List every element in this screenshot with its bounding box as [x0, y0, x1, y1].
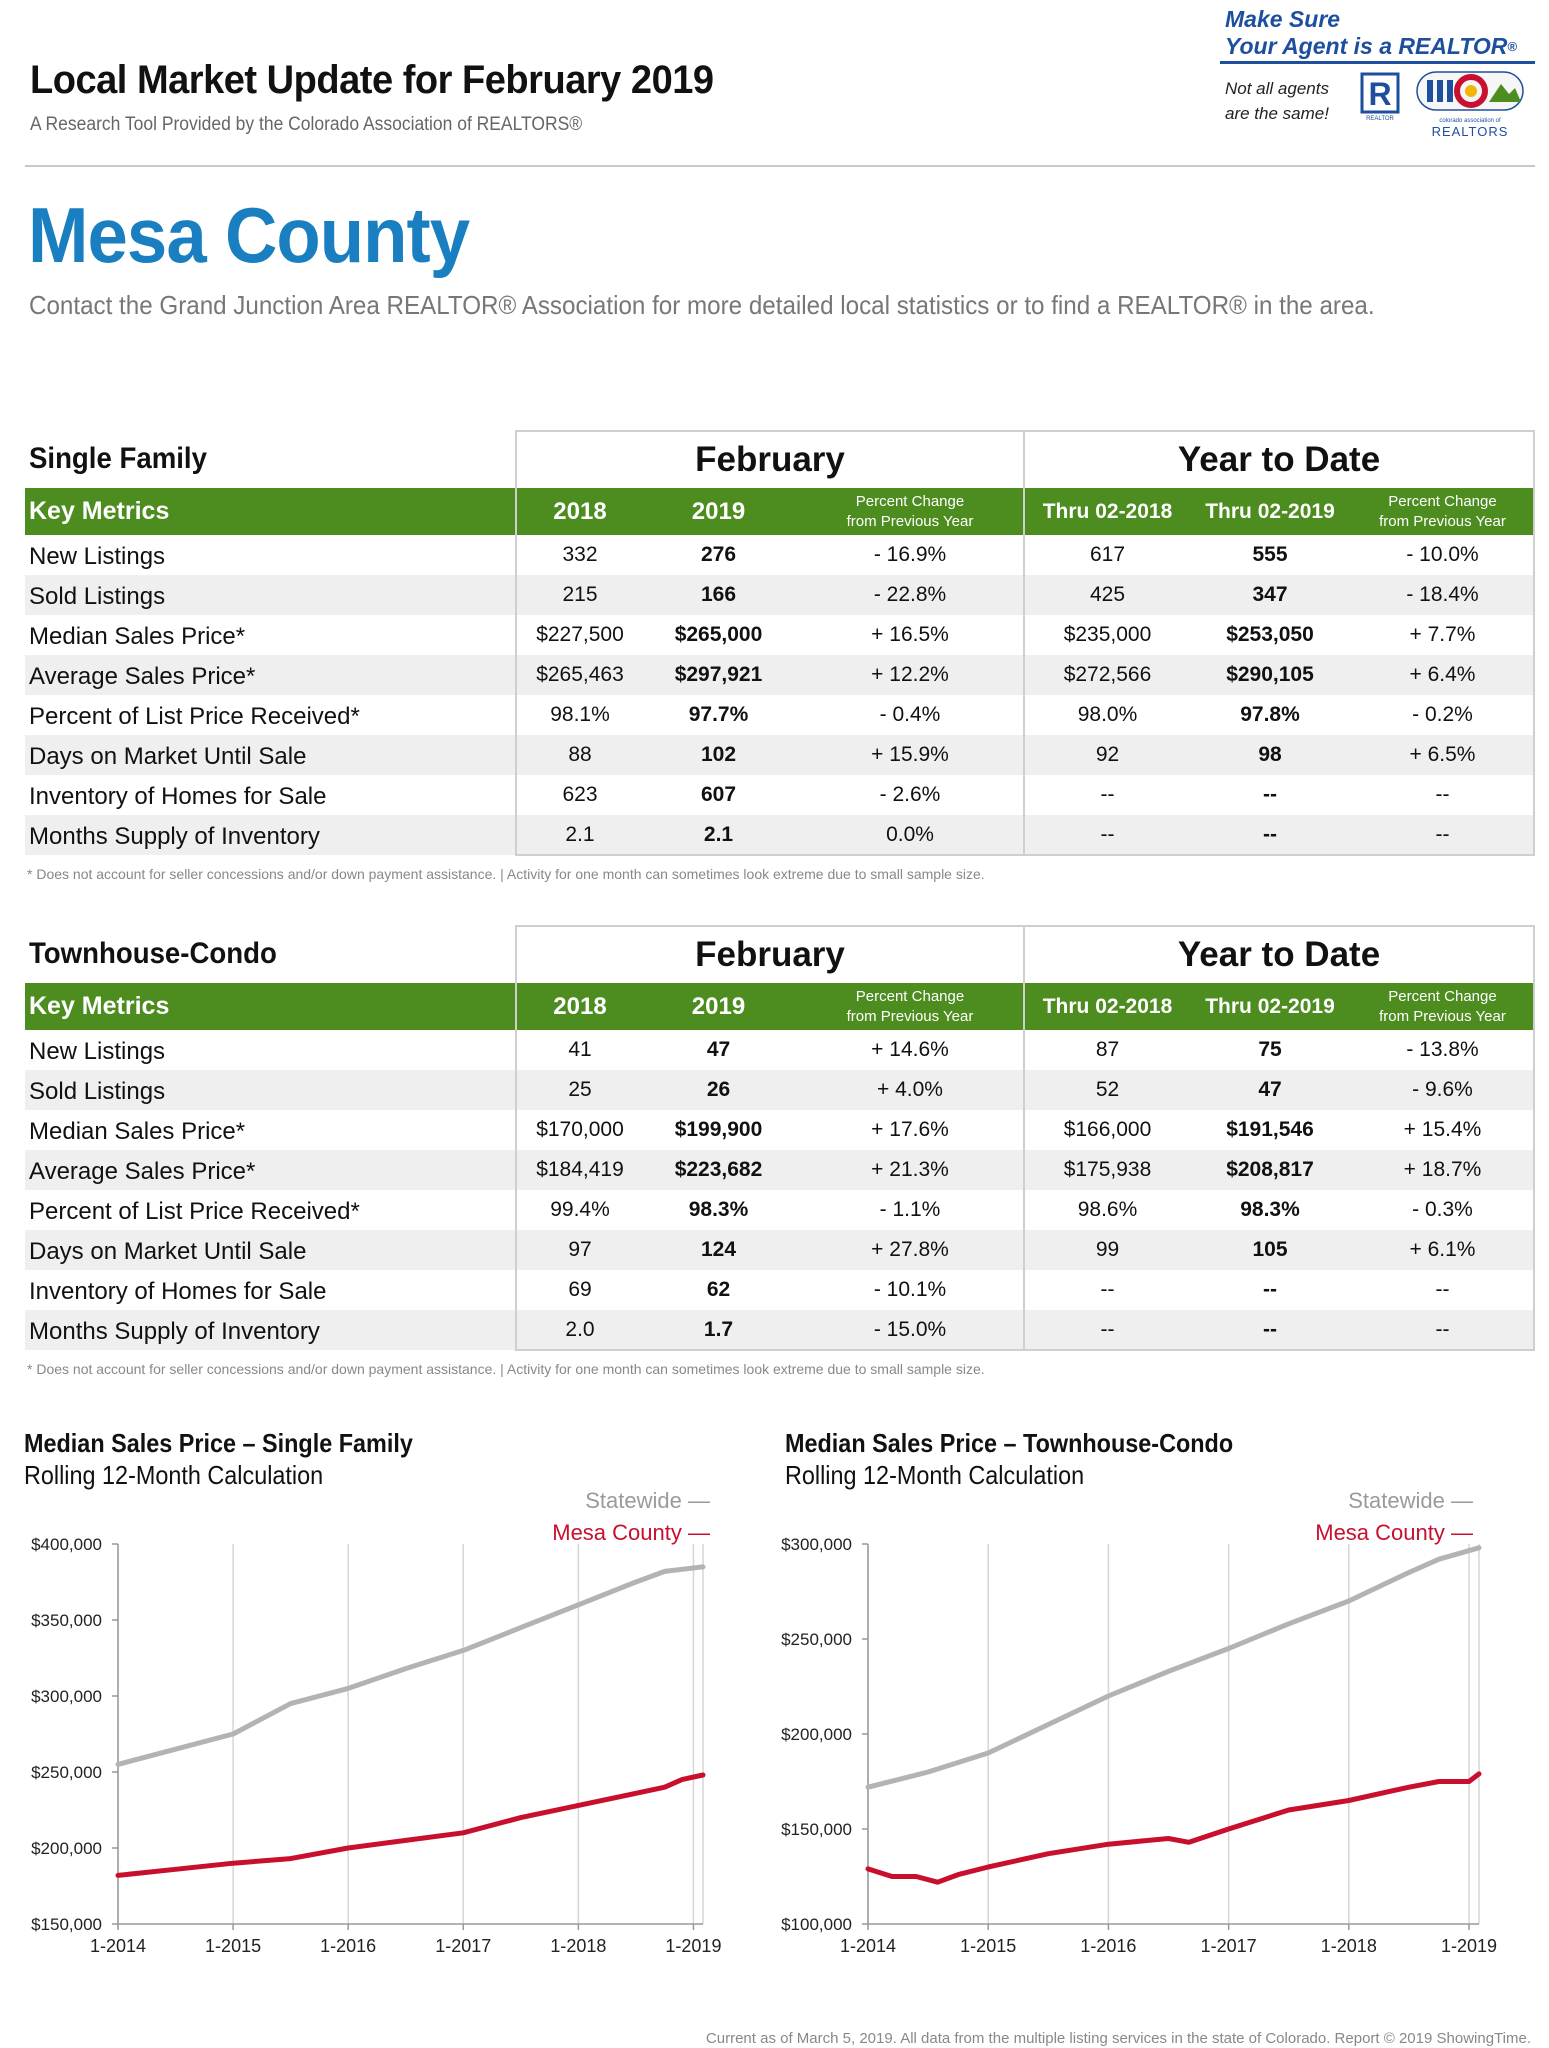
metric-value: - 0.2%: [1412, 703, 1473, 726]
metric-value: 98.3%: [688, 1198, 749, 1221]
y-tick-label: $200,000: [31, 1839, 102, 1858]
metric-value: 99.4%: [550, 1198, 610, 1221]
badge-tagline-2: are the same!: [1225, 104, 1329, 123]
column-header: 2019: [691, 497, 746, 525]
pct-header-line-2: from Previous Year: [1379, 512, 1506, 530]
badge-line-2: [1225, 33, 1517, 60]
x-tick-label: 1-2014: [839, 1936, 897, 1956]
metric-value: 98.0%: [1077, 703, 1138, 726]
table-header-row: [25, 488, 1535, 535]
x-tick-label: 1-2016: [320, 1936, 377, 1956]
metric-label: New Listings: [29, 1038, 166, 1065]
metric-value: + 18.7%: [1403, 1158, 1482, 1181]
series-line-statewide: [868, 1548, 1479, 1787]
group-header-ytd: Year to Date: [1023, 430, 1535, 488]
metric-value: --: [1263, 1278, 1277, 1301]
metric-value: $253,050: [1226, 623, 1314, 646]
metric-value: + 16.5%: [871, 623, 949, 646]
table-row: [25, 1190, 1535, 1230]
table-row: [25, 735, 1535, 775]
column-header: Thru 02-2019: [1205, 499, 1335, 523]
table-row: [25, 655, 1535, 695]
metric-value: $223,682: [674, 1158, 763, 1181]
y-tick-label: $150,000: [781, 1820, 852, 1839]
metric-value: + 21.3%: [871, 1158, 949, 1181]
metric-value: $208,817: [1226, 1158, 1314, 1181]
metric-value: 124: [700, 1238, 737, 1261]
metric-value: --: [1435, 783, 1450, 806]
table-border: [515, 854, 1535, 856]
metric-value: + 4.0%: [877, 1078, 943, 1101]
metric-value: - 9.6%: [1412, 1078, 1473, 1101]
metric-value: 166: [700, 583, 737, 606]
metric-value: $199,900: [674, 1118, 763, 1141]
badge-tagline-1: Not all agents: [1225, 79, 1329, 98]
median-price-townhouse-chart: [760, 1530, 1549, 1980]
key-metrics-header: Key Metrics: [29, 992, 170, 1020]
legend-statewide-swatch: —: [1451, 1488, 1473, 1513]
table-row: [25, 1310, 1535, 1350]
table-border: [1023, 430, 1025, 855]
y-tick-label: $200,000: [781, 1725, 852, 1744]
metric-value: - 0.4%: [879, 703, 941, 726]
metric-value: + 14.6%: [871, 1038, 949, 1061]
percent-change-header: [795, 983, 1025, 1030]
y-tick-label: $400,000: [31, 1535, 102, 1554]
metric-value: 2.0: [565, 1318, 595, 1341]
metric-label: New Listings: [29, 543, 166, 570]
chart-subtitle-single-family: Rolling 12-Month Calculation: [24, 1460, 324, 1490]
metric-value: 97: [568, 1238, 592, 1261]
report-title: Local Market Update for February 2019: [30, 58, 714, 102]
badge-tagline: [1225, 76, 1329, 126]
badge-line-2-text: Your Agent is a REALTOR: [1225, 33, 1508, 59]
table-border: [1533, 430, 1535, 855]
metric-value: 276: [700, 543, 737, 566]
metric-value: + 7.7%: [1409, 623, 1476, 646]
section-label: Townhouse-Condo: [29, 937, 277, 970]
percent-change-header-text: [847, 987, 974, 1027]
metric-value: 215: [562, 583, 598, 606]
percent-change-header-text: [847, 492, 974, 532]
badge-divider: [1220, 61, 1535, 64]
table-row: [25, 1230, 1535, 1270]
metric-label: Days on Market Until Sale: [29, 743, 307, 770]
x-tick-label: 1-2015: [960, 1936, 1017, 1956]
table-border: [1023, 925, 1025, 1350]
metric-label: Months Supply of Inventory: [29, 1318, 320, 1345]
metric-value: $290,105: [1226, 663, 1314, 686]
legend-statewide-single-family: [585, 1488, 710, 1514]
column-header: 2019: [691, 992, 746, 1020]
chart-subtitle-townhouse-condo: Rolling 12-Month Calculation: [785, 1460, 1085, 1490]
metric-value: - 0.3%: [1412, 1198, 1473, 1221]
badge-reg-mark: ®: [1507, 39, 1518, 54]
legend-statewide-label: Statewide: [585, 1488, 682, 1513]
y-tick-label: $250,000: [31, 1763, 102, 1782]
metric-value: 87: [1095, 1038, 1120, 1061]
metric-value: + 6.1%: [1409, 1238, 1476, 1261]
metric-value: 62: [706, 1278, 731, 1301]
metric-value: 98.6%: [1077, 1198, 1138, 1221]
table-border: [515, 430, 517, 855]
pct-header-line-2: from Previous Year: [1379, 1007, 1506, 1025]
metric-value: $184,419: [536, 1158, 624, 1181]
metric-value: 99: [1095, 1238, 1120, 1261]
x-tick-label: 1-2017: [1200, 1936, 1257, 1956]
metric-value: $166,000: [1063, 1118, 1152, 1141]
pct-header-line-1: Percent Change: [1388, 987, 1497, 1005]
table-row: [25, 1030, 1535, 1070]
table-border: [515, 925, 517, 1350]
column-header: 2018: [553, 497, 607, 525]
section-label: Single Family: [29, 442, 207, 475]
legend-county-swatch: —: [688, 1520, 710, 1545]
metric-value: + 15.4%: [1403, 1118, 1482, 1141]
table-row: [25, 1270, 1535, 1310]
metric-value: - 2.6%: [879, 783, 941, 806]
pct-header-line-2: from Previous Year: [846, 1007, 974, 1025]
percent-change-header-text: [1379, 987, 1506, 1027]
percent-change-header: [1350, 983, 1535, 1030]
metric-value: 2.1: [703, 823, 734, 846]
single-family-table: [25, 430, 1535, 880]
group-header-month: February: [515, 430, 1025, 488]
metric-value: 332: [562, 543, 598, 566]
metric-value: 97.8%: [1240, 703, 1300, 726]
table-row: [25, 615, 1535, 655]
metric-value: $265,000: [674, 623, 763, 646]
metric-value: + 15.9%: [871, 743, 949, 766]
car-logo-small-text: colorado association of: [1439, 118, 1501, 124]
metric-label: Sold Listings: [29, 583, 166, 610]
metric-value: --: [1100, 1278, 1115, 1301]
metric-value: 555: [1252, 543, 1288, 566]
metric-value: 52: [1095, 1078, 1120, 1101]
metric-value: 98.3%: [1240, 1198, 1300, 1221]
column-header: Thru 02-2018: [1042, 994, 1173, 1018]
x-tick-label: 1-2015: [205, 1936, 262, 1956]
x-tick-label: 1-2019: [665, 1936, 722, 1956]
x-tick-label: 1-2014: [89, 1936, 147, 1956]
metric-value: - 13.8%: [1406, 1038, 1479, 1061]
percent-change-header: [1350, 488, 1535, 535]
metric-label: Average Sales Price*: [29, 1158, 256, 1185]
table-border: [1533, 925, 1535, 1350]
table-row: [25, 815, 1535, 855]
metric-value: 607: [700, 783, 737, 806]
report-subtitle: A Research Tool Provided by the Colorado Association of REALTORS®: [30, 114, 583, 135]
table-footnote: * Does not account for seller concessions and/or down payment assistance. | Activity for one month can sometimes look extreme due to small sample size.: [27, 866, 985, 882]
chart-title-single-family: Median Sales Price – Single Family: [24, 1428, 413, 1458]
metric-label: Sold Listings: [29, 1078, 166, 1105]
table-row: [25, 775, 1535, 815]
table-row: [25, 535, 1535, 575]
metric-value: 47: [1258, 1078, 1282, 1101]
metric-label: Percent of List Price Received*: [29, 1198, 360, 1225]
metric-value: --: [1263, 823, 1277, 846]
key-metrics-header: Key Metrics: [29, 497, 170, 525]
pct-header-line-1: Percent Change: [1388, 492, 1497, 510]
metric-value: $227,500: [536, 623, 624, 646]
y-tick-label: $250,000: [781, 1630, 852, 1649]
metric-label: Median Sales Price*: [29, 623, 246, 650]
metric-value: - 18.4%: [1406, 583, 1479, 606]
x-tick-label: 1-2017: [435, 1936, 492, 1956]
y-tick-label: $300,000: [781, 1535, 852, 1554]
metric-value: + 6.4%: [1409, 663, 1476, 686]
metric-value: + 17.6%: [871, 1118, 949, 1141]
table-header-row: [25, 983, 1535, 1030]
header-divider: [25, 165, 1535, 167]
metric-label: Median Sales Price*: [29, 1118, 246, 1145]
metric-value: - 16.9%: [873, 543, 947, 566]
realtor-r-caption: REALTOR: [1366, 116, 1394, 122]
x-tick-label: 1-2018: [1320, 1936, 1377, 1956]
colorado-association-logo-icon: [1415, 70, 1525, 140]
metric-value: 98.1%: [550, 703, 610, 726]
metric-value: 617: [1089, 543, 1126, 566]
metric-value: 0.0%: [886, 823, 934, 846]
metric-value: 2.1: [565, 823, 595, 846]
table-footnote: * Does not account for seller concessions and/or down payment assistance. | Activity for one month can sometimes look extreme due to small sample size.: [27, 1361, 985, 1377]
metric-value: - 15.0%: [873, 1318, 947, 1341]
contact-text: Contact the Grand Junction Area REALTOR® Association for more detailed local statistics or to find a REALTOR® in the area.: [29, 290, 1375, 320]
metric-value: 41: [568, 1038, 592, 1061]
metric-value: - 10.0%: [1406, 543, 1479, 566]
metric-value: --: [1100, 1318, 1115, 1341]
metric-value: - 10.1%: [873, 1278, 947, 1301]
y-tick-label: $350,000: [31, 1611, 102, 1630]
legend-statewide-label: Statewide: [1348, 1488, 1445, 1513]
metric-value: - 22.8%: [873, 583, 947, 606]
metric-value: 47: [706, 1038, 731, 1061]
legend-county-swatch: —: [1451, 1520, 1473, 1545]
metric-label: Average Sales Price*: [29, 663, 256, 690]
metric-label: Percent of List Price Received*: [29, 703, 360, 730]
x-tick-label: 1-2018: [550, 1936, 607, 1956]
table-row: [25, 695, 1535, 735]
realtor-r-logo-icon: [1358, 72, 1402, 122]
percent-change-header-text: [1379, 492, 1506, 532]
metric-value: 92: [1095, 743, 1120, 766]
column-header: Thru 02-2018: [1042, 499, 1173, 523]
metric-value: --: [1263, 1318, 1277, 1341]
chart-title-townhouse-condo: Median Sales Price – Townhouse-Condo: [785, 1428, 1234, 1458]
metric-value: $265,463: [536, 663, 624, 686]
metric-value: + 27.8%: [871, 1238, 949, 1261]
legend-statewide-townhouse: [1348, 1488, 1473, 1514]
metric-value: 26: [706, 1078, 731, 1101]
pct-header-line-1: Percent Change: [855, 987, 965, 1005]
metric-value: --: [1435, 823, 1450, 846]
metric-value: --: [1263, 783, 1277, 806]
metric-value: 69: [568, 1278, 592, 1301]
x-tick-label: 1-2019: [1440, 1936, 1498, 1956]
metric-label: Months Supply of Inventory: [29, 823, 320, 850]
series-line-county: [118, 1775, 703, 1875]
metric-value: 102: [700, 743, 737, 766]
series-line-county: [868, 1774, 1479, 1882]
metric-value: 105: [1252, 1238, 1288, 1261]
group-header-month: February: [515, 925, 1025, 983]
legend-statewide-swatch: —: [688, 1488, 710, 1513]
metric-value: $191,546: [1226, 1118, 1314, 1141]
group-header-ytd: Year to Date: [1023, 925, 1535, 983]
metric-value: 1.7: [703, 1318, 734, 1341]
metric-value: 98: [1258, 743, 1282, 766]
table-row: [25, 575, 1535, 615]
realtor-badge-headline: [1225, 6, 1517, 60]
metric-value: 425: [1089, 583, 1126, 606]
metric-value: $272,566: [1063, 663, 1152, 686]
county-name: Mesa County: [28, 191, 470, 279]
metric-value: - 1.1%: [879, 1198, 941, 1221]
metric-value: $297,921: [674, 663, 763, 686]
realtor-r-letter: R: [1368, 76, 1392, 112]
metric-value: 623: [562, 783, 598, 806]
townhouse-condo-table: [25, 925, 1535, 1375]
column-header: Thru 02-2019: [1205, 994, 1335, 1018]
pct-header-line-2: from Previous Year: [846, 512, 974, 530]
y-tick-label: $150,000: [31, 1915, 102, 1934]
table-row: [25, 1070, 1535, 1110]
metric-value: + 12.2%: [871, 663, 949, 686]
metric-label: Inventory of Homes for Sale: [29, 783, 327, 810]
metric-value: 75: [1258, 1038, 1282, 1061]
table-border: [515, 1349, 1535, 1351]
legend-county-label: Mesa County: [1315, 1520, 1445, 1545]
percent-change-header: [795, 488, 1025, 535]
y-tick-label: $100,000: [781, 1915, 852, 1934]
table-row: [25, 1110, 1535, 1150]
x-tick-label: 1-2016: [1080, 1936, 1137, 1956]
metric-value: + 6.5%: [1409, 743, 1476, 766]
metric-value: 25: [568, 1078, 592, 1101]
metric-label: Inventory of Homes for Sale: [29, 1278, 327, 1305]
metric-value: --: [1100, 783, 1115, 806]
metric-value: $235,000: [1063, 623, 1152, 646]
metric-value: --: [1435, 1318, 1450, 1341]
series-line-statewide: [118, 1567, 703, 1765]
median-price-single-family-chart: [0, 1530, 760, 1980]
pct-header-line-1: Percent Change: [855, 492, 965, 510]
metric-value: $175,938: [1063, 1158, 1152, 1181]
metric-value: $170,000: [536, 1118, 624, 1141]
metric-value: --: [1100, 823, 1115, 846]
metric-value: 347: [1252, 583, 1288, 606]
badge-line-1: Make Sure: [1225, 6, 1341, 32]
metric-label: Days on Market Until Sale: [29, 1238, 307, 1265]
metric-value: --: [1435, 1278, 1450, 1301]
footer-note: Current as of March 5, 2019. All data from the multiple listing services in the state of Colorado. Report © 2019 ShowingTime.: [705, 2030, 1531, 2047]
metric-value: 88: [568, 743, 592, 766]
table-row: [25, 1150, 1535, 1190]
legend-county-label: Mesa County: [552, 1520, 682, 1545]
metric-value: 97.7%: [688, 703, 749, 726]
y-tick-label: $300,000: [31, 1687, 102, 1706]
column-header: 2018: [553, 992, 607, 1020]
car-logo-word: REALTORS: [1431, 124, 1509, 139]
